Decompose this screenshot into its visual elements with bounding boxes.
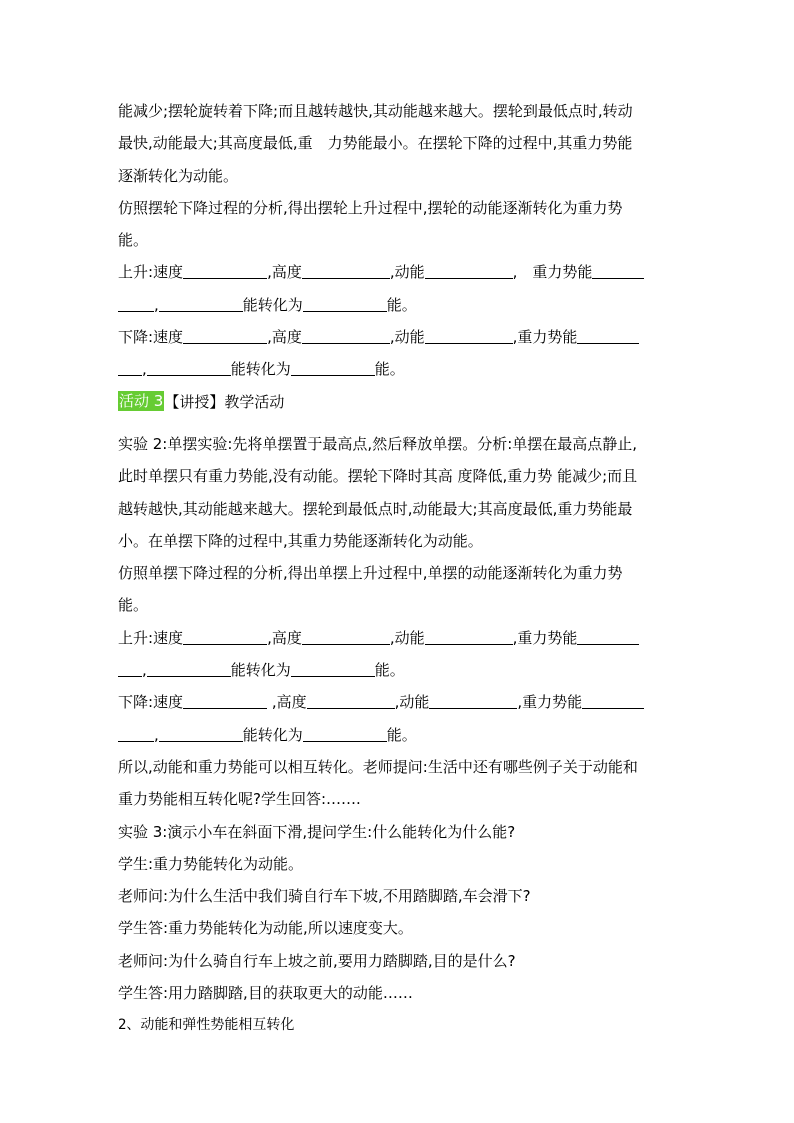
blank (307, 692, 395, 709)
fill-line-fall-cont: , 能转化为 能。 (118, 719, 688, 751)
blank (303, 295, 387, 312)
blank (425, 327, 513, 344)
blank (159, 725, 243, 742)
fill-line-fall-cont: , 能转化为 能。 (118, 353, 688, 385)
dialog-line: 学生答:重力势能转化为动能,所以速度变大。 (118, 919, 413, 938)
fill-line-rise-cont: , 能转化为 能。 (118, 654, 688, 686)
blank (118, 295, 154, 312)
blank (291, 359, 375, 376)
dialog-line: 实验 3:演示小车在斜面下滑,提问学生:什么能转化为什么能? (118, 822, 516, 841)
fill-line-fall: 下降:速度 ,高度 ,动能 ,重力势能 (118, 686, 688, 718)
blank (577, 327, 639, 344)
blank (183, 262, 267, 279)
blank (183, 327, 267, 344)
fill-line-rise: 上升:速度 ,高度 ,动能 , 重力势能 (118, 256, 688, 288)
paragraph-line: 能。 (118, 231, 149, 250)
paragraph-line: 仿照单摆下降过程的分析,得出单摆上升过程中,单摆的动能逐渐转化为重力势 (118, 564, 623, 583)
blank (302, 327, 390, 344)
dialog-line: 老师问:为什么生活中我们骑自行车下坡,不用踏脚踏,车会滑下? (118, 887, 531, 906)
paragraph-line: 仿照摆轮下降过程的分析,得出摆轮上升过程中,摆轮的动能逐渐转化为重力势 (118, 198, 623, 217)
blank (302, 262, 390, 279)
blank (302, 628, 390, 645)
blank (147, 660, 231, 677)
paragraph-line: 越转越快,其动能越来越大。摆轮到最低点时,动能最大;其高度最低,重力势能最 (118, 499, 633, 518)
fill-line-fall: 下降:速度 ,高度 ,动能 ,重力势能 (118, 321, 688, 353)
fill-line-rise-cont: , 能转化为 能。 (118, 289, 688, 321)
blank (183, 692, 267, 709)
activity-title: 【讲授】教学活动 (164, 392, 285, 411)
blank (303, 725, 387, 742)
paragraph-line: 实验 2:单摆实验:先将单摆置于最高点,然后释放单摆。分析:单摆在最高点静止, (118, 434, 638, 453)
blank (291, 660, 375, 677)
paragraph-line: 最快,动能最大;其高度最低,重 力势能最小。在摆轮下降的过程中,其重力势能 (118, 134, 633, 153)
paragraph-line: 逐渐转化为动能。 (118, 166, 239, 185)
blank (183, 628, 267, 645)
document-content (118, 95, 688, 1042)
paragraph-line: 能。 (118, 596, 149, 615)
section-heading: 2、动能和弹性势能相互转化 (118, 1017, 295, 1034)
paragraph-line: 重力势能相互转化呢?学生回答:……. (118, 790, 361, 809)
dialog-line: 老师问:为什么骑自行车上坡之前,要用力踏脚踏,目的是什么? (118, 951, 516, 970)
paragraph-line: 所以,动能和重力势能可以相互转化。老师提问:生活中还有哪些例子关于动能和 (118, 757, 638, 776)
dialog-line: 学生答:用力踏脚踏,目的获取更大的动能…… (118, 984, 413, 1003)
blank (425, 628, 513, 645)
blank (582, 692, 644, 709)
blank (118, 725, 154, 742)
blank (118, 359, 142, 376)
paragraph-line: 小。在单摆下降的过程中,其重力势能逐渐转化为动能。 (118, 531, 483, 550)
blank (425, 262, 513, 279)
paragraph-line: 此时单摆只有重力势能,没有动能。摆轮下降时其高 度降低,重力势 能减少;而且 (118, 467, 638, 486)
blank (147, 359, 231, 376)
activity-heading (118, 386, 688, 418)
fill-line-rise: 上升:速度 ,高度 ,动能 ,重力势能 (118, 622, 688, 654)
blank (118, 660, 142, 677)
blank (429, 692, 517, 709)
blank (592, 262, 644, 279)
paragraph-line: 能减少;摆轮旋转着下降;而且越转越快,其动能越来越大。摆轮到最低点时,转动 (118, 102, 633, 120)
activity-tag: 活动 3 (119, 391, 164, 410)
blank (577, 628, 639, 645)
dialog-line: 学生:重力势能转化为动能。 (118, 854, 304, 873)
blank (159, 295, 243, 312)
